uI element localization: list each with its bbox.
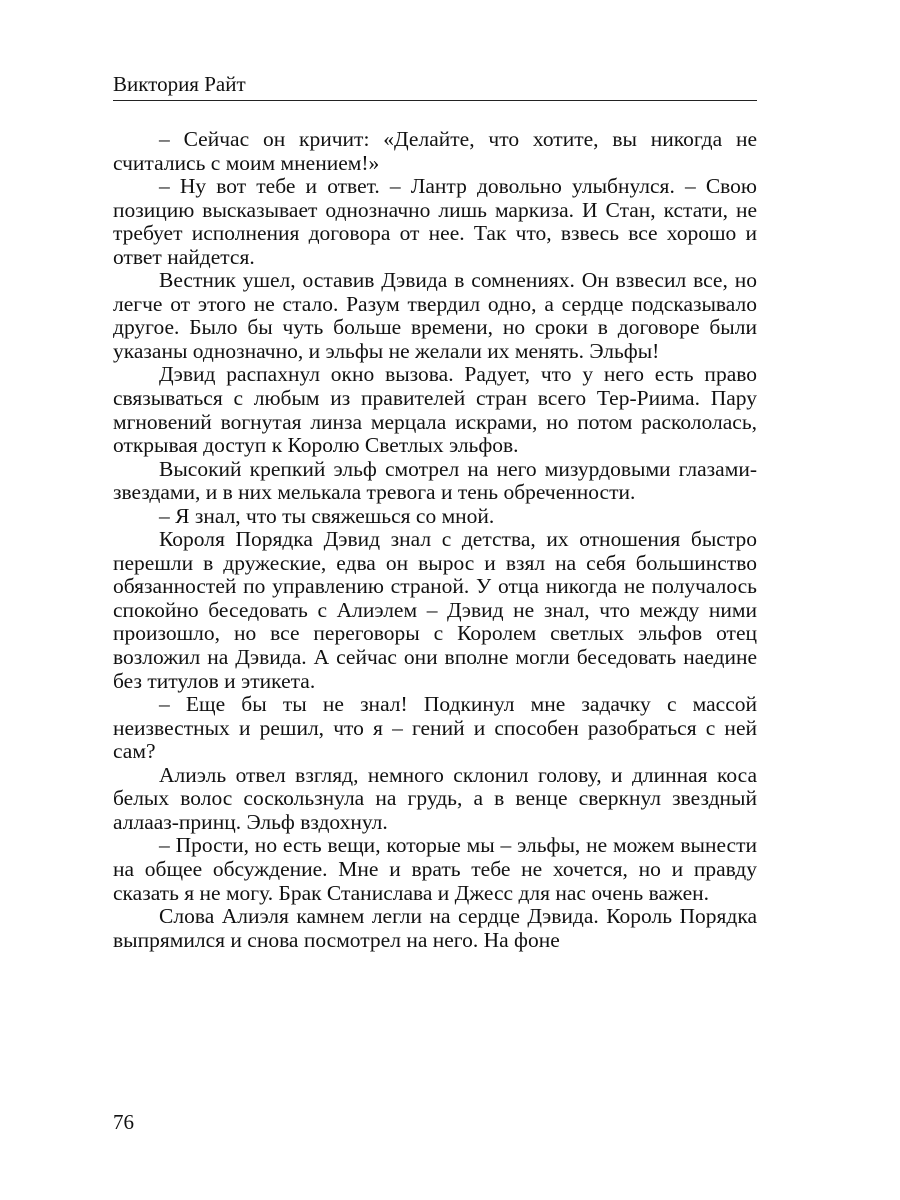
paragraph: – Еще бы ты не знал! Подкинул мне задачку с массой неизвестных и решил, что я – гений и способен разобраться с ней сам? [113, 692, 757, 764]
paragraph: Высокий крепкий эльф смотрел на него мизурдовыми глазами-звездами, и в них мелькала тревога и тень обреченности. [113, 456, 757, 505]
paragraph: Короля Порядка Дэвид знал с детства, их отношения быстро перешли в дружеские, едва он вырос и взял на себя большинство обязанностей по управлению страной. У отца никогда не получалось спокойно беседовать с Алиэлем – Дэвид не знал, что между ними произошло, но все переговоры с Королем светлых эльфов отец возложил на Дэвида. А сейчас они вполне могли беседовать наедине без титулов и этикета. [113, 527, 757, 693]
paragraph: – Прости, но есть вещи, которые мы – эльфы, не можем вынести на общее обсуждение. Мне и врать тебе не хочется, но и правду сказать я не могу. Брак Станислава и Джесс для нас очень важен. [113, 833, 757, 905]
paragraph: – Ну вот тебе и ответ. – Лантр довольно улыбнулся. – Свою позицию высказывает однозначно лишь маркиза. И Стан, кстати, не требует исполнения договора от нее. Так что, взвесь все хорошо и ответ найдется. [113, 174, 757, 269]
paragraph: Вестник ушел, оставив Дэвида в сомнениях. Он взвесил все, но легче от этого не стало. Разум твердил одно, а сердце подсказывало другое. Было бы чуть больше времени, но сроки в договоре были указаны однозначно, и эльфы не желали их менять. Эльфы! [113, 268, 757, 363]
body-text [113, 128, 757, 952]
page-number: 76 [113, 1110, 134, 1134]
paragraph: Алиэль отвел взгляд, немного склонил голову, и длинная коса белых волос соскользнула на грудь, а в венце сверкнул звездный аллааз-принц. Эльф вздохнул. [113, 762, 757, 834]
header-rule [113, 100, 757, 101]
running-head-author: Виктория Райт [113, 72, 246, 96]
paragraph: Дэвид распахнул окно вызова. Радует, что у него есть право связываться с любым из правителей стран всего Тер-Риима. Пару мгновений вогнутая линза мерцала искрами, но потом раскололась, открывая доступ к Королю Светлых эльфов. [113, 362, 757, 458]
paragraph: Слова Алиэля камнем легли на сердце Дэвида. Король Порядка выпрямился и снова посмотрел на него. На фоне [113, 904, 757, 952]
paragraph: – Я знал, что ты свяжешься со мной. [159, 503, 495, 528]
paragraph: – Сейчас он кричит: «Делайте, что хотите, вы никогда не считались с моим мнением!» [113, 127, 757, 175]
